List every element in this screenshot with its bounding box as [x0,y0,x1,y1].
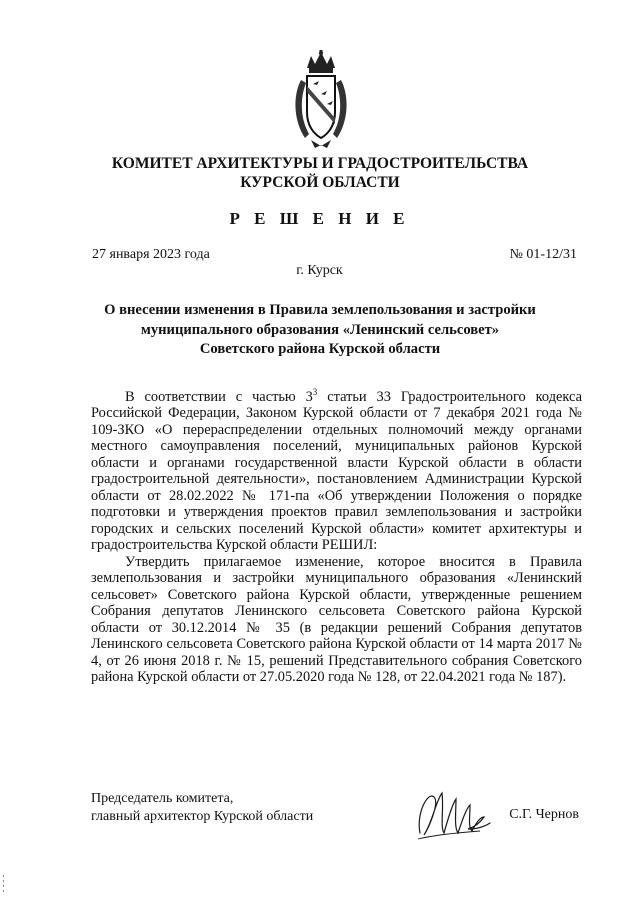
document-type: Р Е Ш Е Н И Е [229,209,410,228]
paragraph-1-rest: статьи 33 Градостроительного кодекса Российской Федерации, Законом Курской области от 7 декабря 2021 года № 109-ЗКО «О перераспределении отдельных полномочий между органами местного самоуправления поселений, муниципальных районов Курской области и органами государственной власти Курской области в области градостроительной деятельности», постановлением Администрации Курской области от 28.02.2022 № 171-па «Об утверждении Положения о порядке подготовки и утверждения проектов правил землепользования и застройки городских и сельских поселений Курской области» комитет архитектуры и градостроительства Курской области РЕШИЛ: [91,388,582,554]
signatory-title-line-1: Председатель комитета, [91,791,234,806]
organization-name [60,154,580,192]
superscript: 3 [312,387,318,397]
org-line-2: КУРСКОЙ ОБЛАСТИ [240,174,400,191]
document-subject [100,301,540,360]
subject-line-1: О внесении изменения в Правила землепользования и застройки [104,302,536,318]
document-body [91,384,582,686]
signatory-title [91,790,313,826]
document-date: 27 января 2023 года [92,247,210,262]
body-paragraph-1 [91,384,582,554]
paragraph-1-start: В соответствии с частью 3 [125,388,313,405]
scan-edge-mark [2,875,5,895]
document-city: г. Курск [296,263,343,278]
subject-line-3: Советского района Курской области [199,341,441,357]
document-number: № 01-12/31 [509,247,577,262]
body-paragraph-2: Утвердить прилагаемое изменение, которое вносится в Правила землепользования и застройки муниципального образования «Ленинский сельсовет» Советского района Курской области, утвержденные решением Собрания депутатов Ленинского сельсовета Советского района Курской области от 30.12.2014 № 35 (в редакции решений Собрания депутатов Ленинского сельсовета Советского района Курской области от 14 марта 2017 № 4, от 26 июня 2018 г. № 15, решений Представительного собрания Советского района Курской области от 27.05.2020 года № 128, от 22.04.2021 года № 187). [91,553,582,686]
signer-name: С.Г. Чернов [509,807,579,822]
signatory-title-line-2: главный архитектор Курской области [91,809,314,824]
signature-icon [414,783,494,845]
coat-of-arms-icon [291,50,351,150]
subject-line-2: муниципального образования «Ленинский сельсовет» [140,321,500,338]
org-line-1: КОМИТЕТ АРХИТЕКТУРЫ И ГРАДОСТРОИТЕЛЬСТВА [111,155,529,172]
